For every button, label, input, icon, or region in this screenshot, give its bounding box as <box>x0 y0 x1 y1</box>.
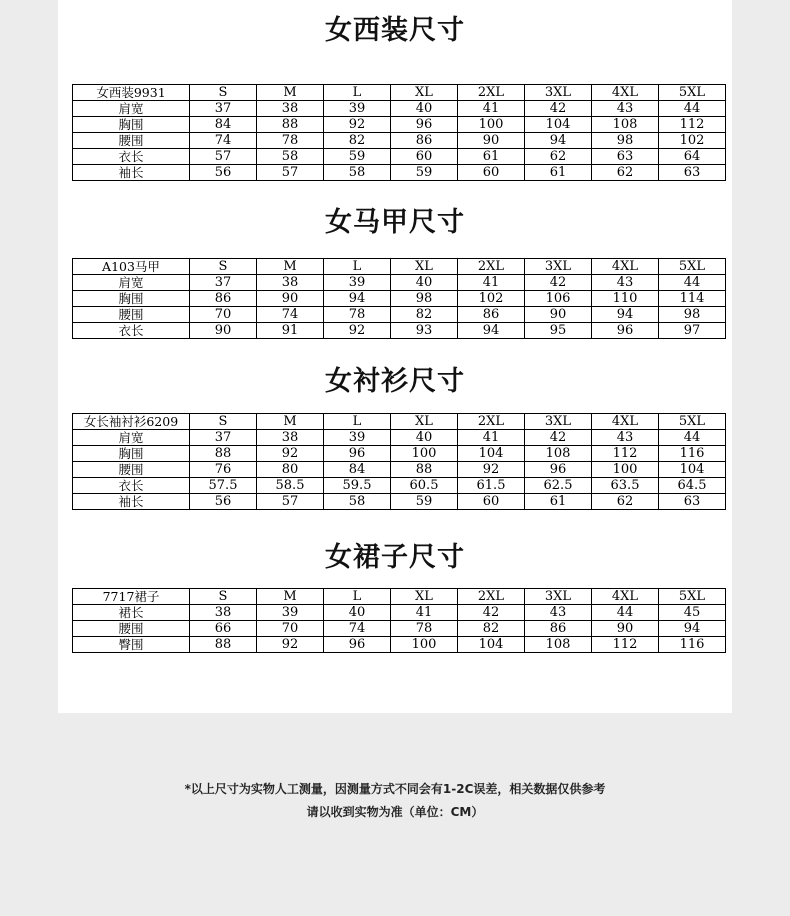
row-label-cell: 胸围 <box>73 117 190 133</box>
measurement-cell: 59.5 <box>324 478 391 494</box>
measurement-cell: 59 <box>391 165 458 181</box>
row-label-cell: 腰围 <box>73 621 190 637</box>
size-header-cell: 4XL <box>592 589 659 605</box>
size-header-cell: 3XL <box>525 589 592 605</box>
size-table-blazer <box>72 84 726 181</box>
measurement-cell: 88 <box>190 446 257 462</box>
row-label-cell: 腰围 <box>73 462 190 478</box>
measurement-cell: 41 <box>458 275 525 291</box>
size-header-cell: 5XL <box>659 85 726 101</box>
measurement-cell: 58 <box>324 165 391 181</box>
measurement-cell: 62.5 <box>525 478 592 494</box>
table-row <box>73 133 726 149</box>
row-label-cell: 女西装9931 <box>73 85 190 101</box>
row-label-cell: 肩宽 <box>73 275 190 291</box>
measurement-cell: 92 <box>458 462 525 478</box>
measurement-cell: 90 <box>525 307 592 323</box>
table-row <box>73 478 726 494</box>
measurement-cell: 62 <box>525 149 592 165</box>
measurement-cell: 104 <box>458 637 525 653</box>
size-header-cell: 3XL <box>525 85 592 101</box>
measurement-cell: 45 <box>659 605 726 621</box>
size-header-cell: 2XL <box>458 589 525 605</box>
measurement-cell: 100 <box>592 462 659 478</box>
table-row <box>73 149 726 165</box>
table-row <box>73 291 726 307</box>
size-header-cell: S <box>190 589 257 605</box>
measurement-cell: 64 <box>659 149 726 165</box>
table-row <box>73 637 726 653</box>
measurement-cell: 96 <box>324 637 391 653</box>
measurement-cell: 42 <box>525 430 592 446</box>
measurement-cell: 88 <box>190 637 257 653</box>
table-row <box>73 307 726 323</box>
table-row <box>73 165 726 181</box>
measurement-cell: 41 <box>458 430 525 446</box>
measurement-cell: 97 <box>659 323 726 339</box>
measurement-cell: 93 <box>391 323 458 339</box>
measurement-cell: 94 <box>592 307 659 323</box>
table-header-row <box>73 85 726 101</box>
table-row <box>73 275 726 291</box>
measurement-cell: 60 <box>458 165 525 181</box>
row-label-cell: 肩宽 <box>73 101 190 117</box>
measurement-cell: 92 <box>257 446 324 462</box>
measurement-cell: 44 <box>659 430 726 446</box>
measurement-cell: 63 <box>659 165 726 181</box>
size-header-cell: L <box>324 589 391 605</box>
measurement-cell: 40 <box>324 605 391 621</box>
size-header-cell: S <box>190 259 257 275</box>
size-header-cell: 4XL <box>592 85 659 101</box>
measurement-cell: 40 <box>391 275 458 291</box>
measurement-cell: 39 <box>324 275 391 291</box>
measurement-cell: 112 <box>592 637 659 653</box>
row-label-cell: 臀围 <box>73 637 190 653</box>
measurement-cell: 82 <box>324 133 391 149</box>
measurement-cell: 96 <box>391 117 458 133</box>
measurement-cell: 82 <box>391 307 458 323</box>
measurement-cell: 63.5 <box>592 478 659 494</box>
table-header-row <box>73 589 726 605</box>
row-label-cell: A103马甲 <box>73 259 190 275</box>
row-label-cell: 裙长 <box>73 605 190 621</box>
measurement-cell: 94 <box>525 133 592 149</box>
measurement-cell: 88 <box>391 462 458 478</box>
table-row <box>73 323 726 339</box>
measurement-cell: 60 <box>391 149 458 165</box>
measurement-cell: 100 <box>458 117 525 133</box>
measurement-cell: 39 <box>257 605 324 621</box>
measurement-cell: 76 <box>190 462 257 478</box>
measurement-cell: 43 <box>592 275 659 291</box>
table-row <box>73 101 726 117</box>
table-header-row <box>73 414 726 430</box>
section-title-vest: 女马甲尺寸 <box>325 207 465 238</box>
measurement-cell: 40 <box>391 430 458 446</box>
measurement-cell: 62 <box>592 494 659 510</box>
measurement-cell: 63 <box>592 149 659 165</box>
measurement-cell: 56 <box>190 165 257 181</box>
measurement-cell: 56 <box>190 494 257 510</box>
size-header-cell: XL <box>391 259 458 275</box>
measurement-cell: 80 <box>257 462 324 478</box>
size-header-cell: S <box>190 414 257 430</box>
measurement-cell: 90 <box>592 621 659 637</box>
row-label-cell: 衣长 <box>73 149 190 165</box>
size-header-cell: 4XL <box>592 259 659 275</box>
row-label-cell: 腰围 <box>73 133 190 149</box>
table-row <box>73 430 726 446</box>
measurement-cell: 84 <box>190 117 257 133</box>
measurement-cell: 43 <box>592 430 659 446</box>
measurement-cell: 70 <box>257 621 324 637</box>
measurement-cell: 57 <box>257 494 324 510</box>
size-header-cell: L <box>324 259 391 275</box>
row-label-cell: 袖长 <box>73 165 190 181</box>
measurement-cell: 43 <box>525 605 592 621</box>
measurement-cell: 60.5 <box>391 478 458 494</box>
measurement-cell: 59 <box>324 149 391 165</box>
measurement-cell: 42 <box>458 605 525 621</box>
measurement-cell: 44 <box>659 275 726 291</box>
measurement-cell: 108 <box>525 637 592 653</box>
size-header-cell: S <box>190 85 257 101</box>
measurement-cell: 61 <box>525 165 592 181</box>
measurement-cell: 61 <box>458 149 525 165</box>
measurement-cell: 38 <box>257 101 324 117</box>
table-row <box>73 494 726 510</box>
measurement-cell: 58 <box>257 149 324 165</box>
row-label-cell: 衣长 <box>73 478 190 494</box>
size-header-cell: 5XL <box>659 414 726 430</box>
size-header-cell: XL <box>391 589 458 605</box>
size-header-cell: 3XL <box>525 259 592 275</box>
measurement-cell: 116 <box>659 446 726 462</box>
measurement-cell: 61 <box>525 494 592 510</box>
measurement-cell: 59 <box>391 494 458 510</box>
row-label-cell: 衣长 <box>73 323 190 339</box>
table-row <box>73 605 726 621</box>
section-title-shirt: 女衬衫尺寸 <box>325 366 465 397</box>
section-title-blazer: 女西装尺寸 <box>325 15 465 46</box>
measurement-cell: 90 <box>190 323 257 339</box>
measurement-cell: 96 <box>324 446 391 462</box>
row-label-cell: 胸围 <box>73 446 190 462</box>
measurement-cell: 39 <box>324 101 391 117</box>
table-row <box>73 117 726 133</box>
measurement-cell: 88 <box>257 117 324 133</box>
measurement-cell: 86 <box>525 621 592 637</box>
size-header-cell: 3XL <box>525 414 592 430</box>
measurement-cell: 37 <box>190 430 257 446</box>
measurement-cell: 86 <box>458 307 525 323</box>
size-table-shirt <box>72 413 726 510</box>
measurement-cell: 41 <box>458 101 525 117</box>
measurement-cell: 110 <box>592 291 659 307</box>
measurement-cell: 100 <box>391 446 458 462</box>
measurement-cell: 38 <box>257 275 324 291</box>
measurement-cell: 57.5 <box>190 478 257 494</box>
size-header-cell: M <box>257 589 324 605</box>
measurement-cell: 70 <box>190 307 257 323</box>
measurement-cell: 64.5 <box>659 478 726 494</box>
size-header-cell: 5XL <box>659 589 726 605</box>
measurement-cell: 44 <box>592 605 659 621</box>
footer-unit-note: 请以收到实物为准（单位：CM） <box>306 805 484 819</box>
measurement-cell: 106 <box>525 291 592 307</box>
measurement-cell: 86 <box>190 291 257 307</box>
size-header-cell: L <box>324 414 391 430</box>
measurement-cell: 43 <box>592 101 659 117</box>
measurement-cell: 112 <box>659 117 726 133</box>
measurement-cell: 102 <box>458 291 525 307</box>
measurement-cell: 58.5 <box>257 478 324 494</box>
measurement-cell: 94 <box>324 291 391 307</box>
size-header-cell: 2XL <box>458 259 525 275</box>
measurement-cell: 42 <box>525 275 592 291</box>
table-row <box>73 446 726 462</box>
row-label-cell: 袖长 <box>73 494 190 510</box>
measurement-cell: 37 <box>190 101 257 117</box>
size-header-cell: XL <box>391 85 458 101</box>
measurement-cell: 96 <box>592 323 659 339</box>
measurement-cell: 74 <box>190 133 257 149</box>
measurement-cell: 38 <box>257 430 324 446</box>
measurement-cell: 63 <box>659 494 726 510</box>
measurement-cell: 95 <box>525 323 592 339</box>
measurement-cell: 41 <box>391 605 458 621</box>
row-label-cell: 女长袖衬衫6209 <box>73 414 190 430</box>
size-header-cell: 4XL <box>592 414 659 430</box>
size-header-cell: M <box>257 414 324 430</box>
measurement-cell: 94 <box>659 621 726 637</box>
measurement-cell: 92 <box>257 637 324 653</box>
measurement-cell: 90 <box>257 291 324 307</box>
footer-note: *以上尺寸为实物人工测量，因测量方式不同会有1-2C误差，相关数据仅供参考 <box>184 782 606 796</box>
measurement-cell: 116 <box>659 637 726 653</box>
measurement-cell: 40 <box>391 101 458 117</box>
row-label-cell: 腰围 <box>73 307 190 323</box>
size-header-cell: M <box>257 259 324 275</box>
measurement-cell: 57 <box>190 149 257 165</box>
size-header-cell: 2XL <box>458 414 525 430</box>
measurement-cell: 92 <box>324 117 391 133</box>
measurement-cell: 74 <box>324 621 391 637</box>
measurement-cell: 82 <box>458 621 525 637</box>
size-table-vest <box>72 258 726 339</box>
measurement-cell: 86 <box>391 133 458 149</box>
measurement-cell: 104 <box>659 462 726 478</box>
table-row <box>73 462 726 478</box>
measurement-cell: 61.5 <box>458 478 525 494</box>
measurement-cell: 114 <box>659 291 726 307</box>
size-header-cell: 2XL <box>458 85 525 101</box>
measurement-cell: 98 <box>391 291 458 307</box>
measurement-cell: 108 <box>525 446 592 462</box>
measurement-cell: 104 <box>458 446 525 462</box>
measurement-cell: 108 <box>592 117 659 133</box>
measurement-cell: 57 <box>257 165 324 181</box>
measurement-cell: 62 <box>592 165 659 181</box>
measurement-cell: 90 <box>458 133 525 149</box>
measurement-cell: 60 <box>458 494 525 510</box>
measurement-cell: 39 <box>324 430 391 446</box>
size-table-skirt <box>72 588 726 653</box>
measurement-cell: 37 <box>190 275 257 291</box>
row-label-cell: 肩宽 <box>73 430 190 446</box>
measurement-cell: 98 <box>659 307 726 323</box>
measurement-cell: 91 <box>257 323 324 339</box>
row-label-cell: 胸围 <box>73 291 190 307</box>
measurement-cell: 96 <box>525 462 592 478</box>
row-label-cell: 7717裙子 <box>73 589 190 605</box>
section-title-skirt: 女裙子尺寸 <box>325 542 465 573</box>
measurement-cell: 112 <box>592 446 659 462</box>
size-header-cell: M <box>257 85 324 101</box>
measurement-cell: 74 <box>257 307 324 323</box>
size-header-cell: 5XL <box>659 259 726 275</box>
measurement-cell: 94 <box>458 323 525 339</box>
measurement-cell: 42 <box>525 101 592 117</box>
measurement-cell: 92 <box>324 323 391 339</box>
measurement-cell: 78 <box>257 133 324 149</box>
measurement-cell: 102 <box>659 133 726 149</box>
table-row <box>73 621 726 637</box>
measurement-cell: 98 <box>592 133 659 149</box>
measurement-cell: 84 <box>324 462 391 478</box>
measurement-cell: 100 <box>391 637 458 653</box>
measurement-cell: 104 <box>525 117 592 133</box>
table-header-row <box>73 259 726 275</box>
size-header-cell: XL <box>391 414 458 430</box>
measurement-cell: 58 <box>324 494 391 510</box>
measurement-cell: 38 <box>190 605 257 621</box>
measurement-cell: 78 <box>391 621 458 637</box>
measurement-cell: 78 <box>324 307 391 323</box>
measurement-cell: 44 <box>659 101 726 117</box>
size-header-cell: L <box>324 85 391 101</box>
measurement-cell: 66 <box>190 621 257 637</box>
